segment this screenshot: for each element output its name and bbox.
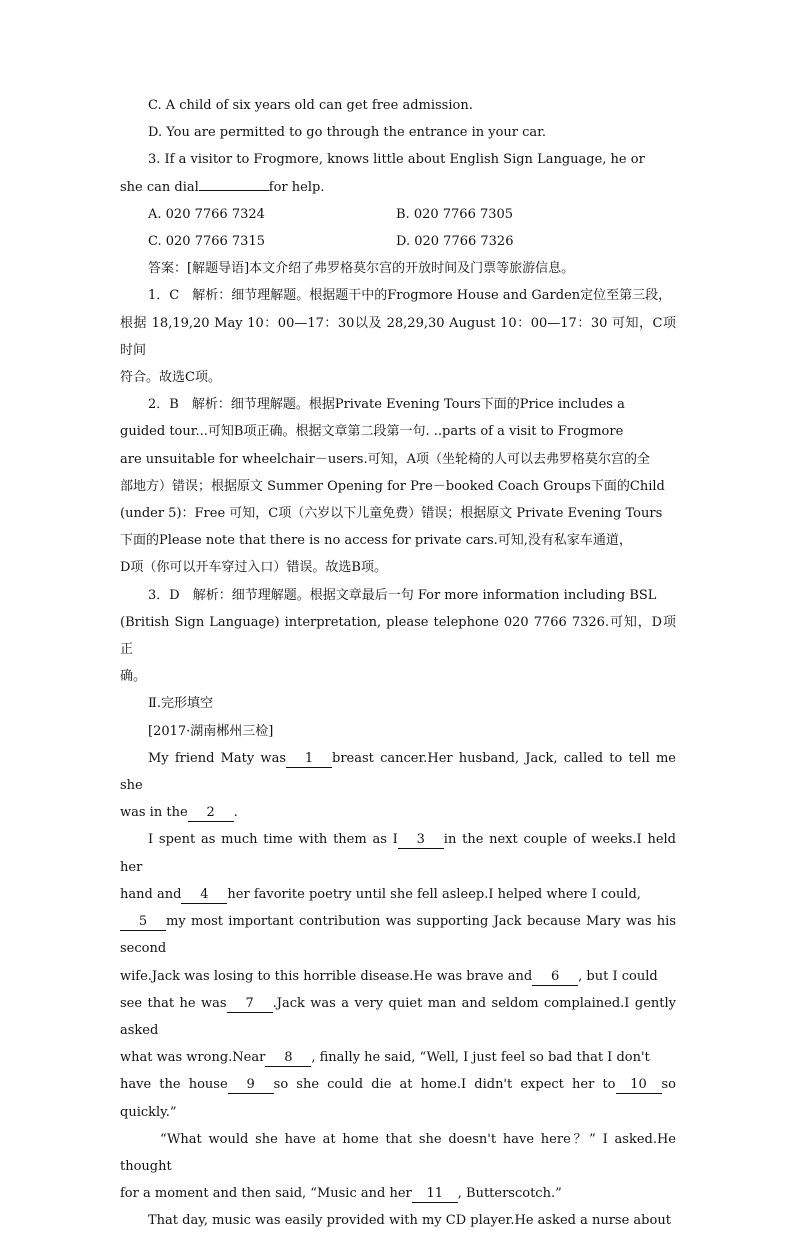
explanation-1-cont: 根据 18,19,20 May 10：00—17：30以及 28,29,30 August 10：00—17：30 可知，C项时间 [120, 315, 676, 358]
options-row-2 [120, 228, 676, 255]
option-b: B. 020 7766 7305 [396, 206, 514, 222]
option-d-line: D. You are permitted to go through the entrance in your car. [148, 125, 547, 141]
cloze-blank-4: 4 [181, 888, 227, 904]
cloze-line: “What would she have at home that she doesn't have here？” I asked.He thought [120, 1131, 676, 1174]
cloze-blank-7: 7 [227, 997, 273, 1013]
explanation-2-cont: 部地方）错误；根据原文 Summer Opening for Pre－booked Coach Groups下面的Child [120, 478, 665, 494]
explanation-2-cont: (under 5)：Free 可知，C项（六岁以下儿童免费）错误；根据原文 Private Evening Tours [120, 506, 663, 522]
cloze-blank-5: 5 [120, 915, 166, 931]
explanation-1-end: 符合。故选C项。 [120, 370, 221, 386]
cloze-line: have the house 9 so she could die at home.I didn't expect her to 10 so quickly.” [120, 1077, 676, 1120]
cloze-blank-9: 9 [228, 1078, 274, 1094]
cloze-line: My friend Maty was 1 breast cancer.Her husband, Jack, called to tell me she [120, 750, 677, 794]
cloze-blank-8: 8 [265, 1051, 311, 1067]
cloze-blank-2: 2 [188, 806, 234, 822]
explanation-3-end: 确。 [120, 669, 147, 685]
options-row-1 [120, 201, 676, 228]
cloze-blank-1: 1 [286, 752, 332, 768]
cloze-blank-10: 10 [616, 1078, 662, 1094]
explanation-2-cont: 下面的Please note that there is no access for private cars.可知,没有私家车通道， [120, 533, 632, 549]
cloze-line: 5 my most important contribution was supporting Jack because Mary was his second [120, 914, 676, 957]
cloze-line: hand and 4 her favorite poetry until she fell asleep.I helped where I could, [120, 886, 641, 902]
cloze-line: I spent as much time with them as I 3 in the next couple of weeks.I held her [120, 832, 677, 875]
explanation-2-cont: are unsuitable for wheelchair－users.可知，A项（坐轮椅的人可以去弗罗格莫尔宫的全 [120, 451, 650, 467]
explanation-1: 1．C 解析：细节理解题。根据题干中的Frogmore House and Garden定位至第三段， [148, 288, 672, 304]
option-c-line: C. A child of six years old can get free admission. [148, 98, 473, 113]
option-c: C. 020 7766 7315 [148, 234, 265, 250]
option-d: D. 020 7766 7326 [396, 234, 514, 250]
cloze-line: wife.Jack was losing to this horrible disease.He was brave and 6 , but I could [120, 968, 658, 984]
explanation-2: 2．B 解析：细节理解题。根据Private Evening Tours下面的Price includes a [148, 397, 625, 413]
section-heading: Ⅱ.完形填空 [148, 696, 213, 712]
explanation-2-cont: guided tour...可知B项正确。根据文章第二段第一句. ..parts of a visit to Frogmore [120, 424, 624, 440]
cloze-blank-11: 11 [412, 1187, 458, 1203]
explanation-3-cont: (British Sign Language) interpretation, please telephone 020 7766 7326.可知，D项正 [120, 614, 676, 658]
answer-intro: 答案：[解题导语]本文介绍了弗罗格莫尔宫的开放时间及门票等旅游信息。 [148, 261, 575, 277]
cloze-line: was in the 2 . [120, 805, 238, 821]
cloze-blank-3: 3 [398, 833, 444, 849]
explanation-3: 3．D 解析：细节理解题。根据文章最后一句 For more information including BSL [148, 587, 657, 603]
option-a: A. 020 7766 7324 [148, 206, 265, 222]
question-3: 3. If a visitor to Frogmore, knows little about English Sign Language, he or [148, 152, 645, 168]
cloze-line: for a moment and then said, “Music and her 11 , Butterscotch.” [120, 1186, 562, 1202]
cloze-line: see that he was 7 .Jack was a very quiet man and seldom complained.I gently asked [120, 995, 676, 1038]
document-body [120, 92, 676, 1235]
explanation-2-end: D项（你可以开车穿过入口）错误。故选B项。 [120, 560, 387, 576]
source-tag: [2017·湖南郴州三检] [148, 723, 274, 739]
answer-blank [199, 175, 269, 191]
cloze-line: what was wrong.Near 8 , finally he said, “Well, I just feel so bad that I don't [120, 1050, 650, 1066]
cloze-blank-6: 6 [532, 970, 578, 986]
cloze-line: That day, music was easily provided with my CD player.He asked a nurse about [148, 1213, 671, 1229]
question-3-cont: she can dial for help. [120, 174, 676, 201]
